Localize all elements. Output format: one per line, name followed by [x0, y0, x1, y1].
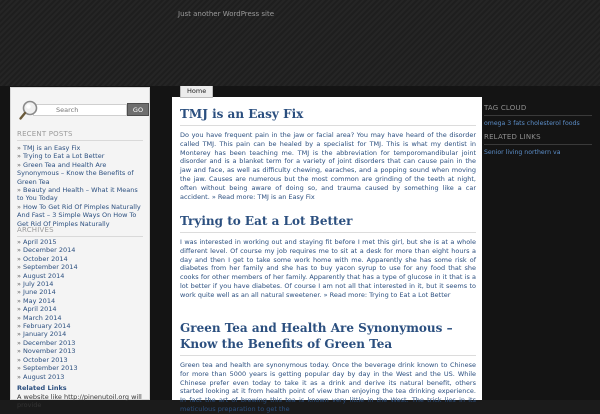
post-body: Green tea and health are synonymous today. Once the beverage drink known to Chinese for more than 5000 years is getting popular day by day in the West and the US. While Chinese prefer even today to take it as a drink and derive its natural benefit, others started looking at it from health point of view than enjoying the tea drinking experience. In fact the art of brewing this tea is known very little in the West. The trick lies in its meticulous preparation to get the: [180, 361, 476, 413]
post: [180, 320, 476, 414]
archive-link[interactable]: » April 2014: [17, 305, 57, 314]
archive-link[interactable]: » September 2013: [17, 364, 78, 373]
archive-link[interactable]: » March 2014: [17, 313, 62, 322]
top-nav: [172, 86, 482, 97]
search-go-button[interactable]: GO: [127, 103, 149, 116]
related-link[interactable]: Senior living northern va: [484, 149, 561, 156]
tag-cloud-heading: TAG CLOUD: [484, 104, 527, 112]
archive-link[interactable]: » November 2013: [17, 347, 76, 356]
recent-posts-heading: RECENT POSTS: [17, 130, 73, 138]
divider: [484, 144, 592, 145]
tag-link[interactable]: omega 3 fats cholesterol foods: [484, 120, 580, 127]
related-links-title: Related Links: [17, 384, 67, 392]
post-title[interactable]: Green Tea and Health Are Synonymous – Know the Benefits of Green Tea: [180, 321, 453, 351]
divider: [180, 232, 476, 233]
list-item[interactable]: » TMJ is an Easy Fix: [17, 144, 81, 152]
site-header: [0, 0, 600, 86]
post: [180, 213, 476, 300]
list-item[interactable]: » Beauty and Health – What it Means to You Today: [17, 186, 138, 203]
recent-posts-list: [17, 144, 145, 228]
archive-link[interactable]: » January 2014: [17, 330, 67, 339]
archive-link[interactable]: » October 2013: [17, 355, 68, 364]
search-input[interactable]: [33, 104, 127, 116]
divider: [17, 140, 143, 141]
divider: [180, 125, 476, 126]
archives-list: [17, 238, 145, 381]
archive-link[interactable]: » May 2014: [17, 296, 56, 305]
divider: [17, 236, 143, 237]
nav-home-tab[interactable]: Home: [180, 86, 213, 98]
post-body: I was interested in working out and staying fit before I met this girl, but she is at a whole different level. Of course my job requires me to sit at a desk for more than eight hours a day and then I get to take some work home with me. Apparently she has some risk of diabetes from her family and she has to buy yacon syrup to use for any food that she cooks for other members of her family. Apparently that has a type of glucose in it that is a lot better if you have diabetes. Of course I am not all that interested in it, but it seems to work quite well as an all natural sweetener. » Read more: Trying to Eat a Lot Better: [180, 238, 476, 299]
list-item[interactable]: » Trying to Eat a Lot Better: [17, 152, 105, 161]
archive-link[interactable]: » February 2014: [17, 322, 71, 331]
archive-link[interactable]: » April 2015: [17, 238, 57, 246]
related-links-heading: RELATED LINKS: [484, 133, 541, 141]
archive-link[interactable]: » December 2013: [17, 338, 76, 347]
post-body: Do you have frequent pain in the jaw or facial area? You may have heard of the disorder called TMJ. This pain can be healed by a specialist for TMJ. This is what my dentist in Monterey has been teaching me. TMJ is the abbreviation for temporomandibular joint disorder and is a blanket term for a variety of joint disorders that can cause pain in the jaw and face, as well as difficulty chewing, earaches, and a popping sound when moving the jaw. Causes are numerous but the most common are grinding of the teeth at night, often without being aware of doing so, and trauma caused by something like a car accident. » Read more: TMJ is an Easy Fix: [180, 131, 476, 201]
site-tagline: Just another WordPress site: [178, 10, 275, 18]
divider: [180, 355, 476, 356]
archive-link[interactable]: » August 2013: [17, 372, 65, 381]
right-sidebar: [484, 104, 592, 157]
post-title[interactable]: TMJ is an Easy Fix: [180, 107, 304, 121]
list-item[interactable]: » Green Tea and Health Are Synonymous – Know the Benefits of Green Tea: [17, 160, 134, 186]
archive-link[interactable]: » August 2014: [17, 271, 65, 280]
archive-link[interactable]: » October 2014: [17, 254, 68, 263]
archives-heading: ARCHIVES: [17, 226, 54, 234]
divider: [484, 115, 592, 116]
post: [180, 106, 476, 201]
post-title[interactable]: Trying to Eat a Lot Better: [180, 214, 353, 228]
main-content: [172, 86, 482, 413]
search-form: [19, 100, 144, 120]
left-sidebar: [10, 87, 150, 410]
archive-link[interactable]: » December 2014: [17, 246, 76, 255]
related-links-text: A website like http://pinenutoil.org will provide: [17, 393, 142, 410]
list-item[interactable]: » How To Get Rid Of Pimples Naturally And Fast – 3 Simple Ways On How To Get Rid Of Pimples Naturally: [17, 202, 141, 228]
archive-link[interactable]: » July 2014: [17, 280, 54, 289]
magnifier-icon: [19, 99, 41, 121]
archive-link[interactable]: » September 2014: [17, 263, 78, 272]
archive-link[interactable]: » June 2014: [17, 288, 56, 297]
